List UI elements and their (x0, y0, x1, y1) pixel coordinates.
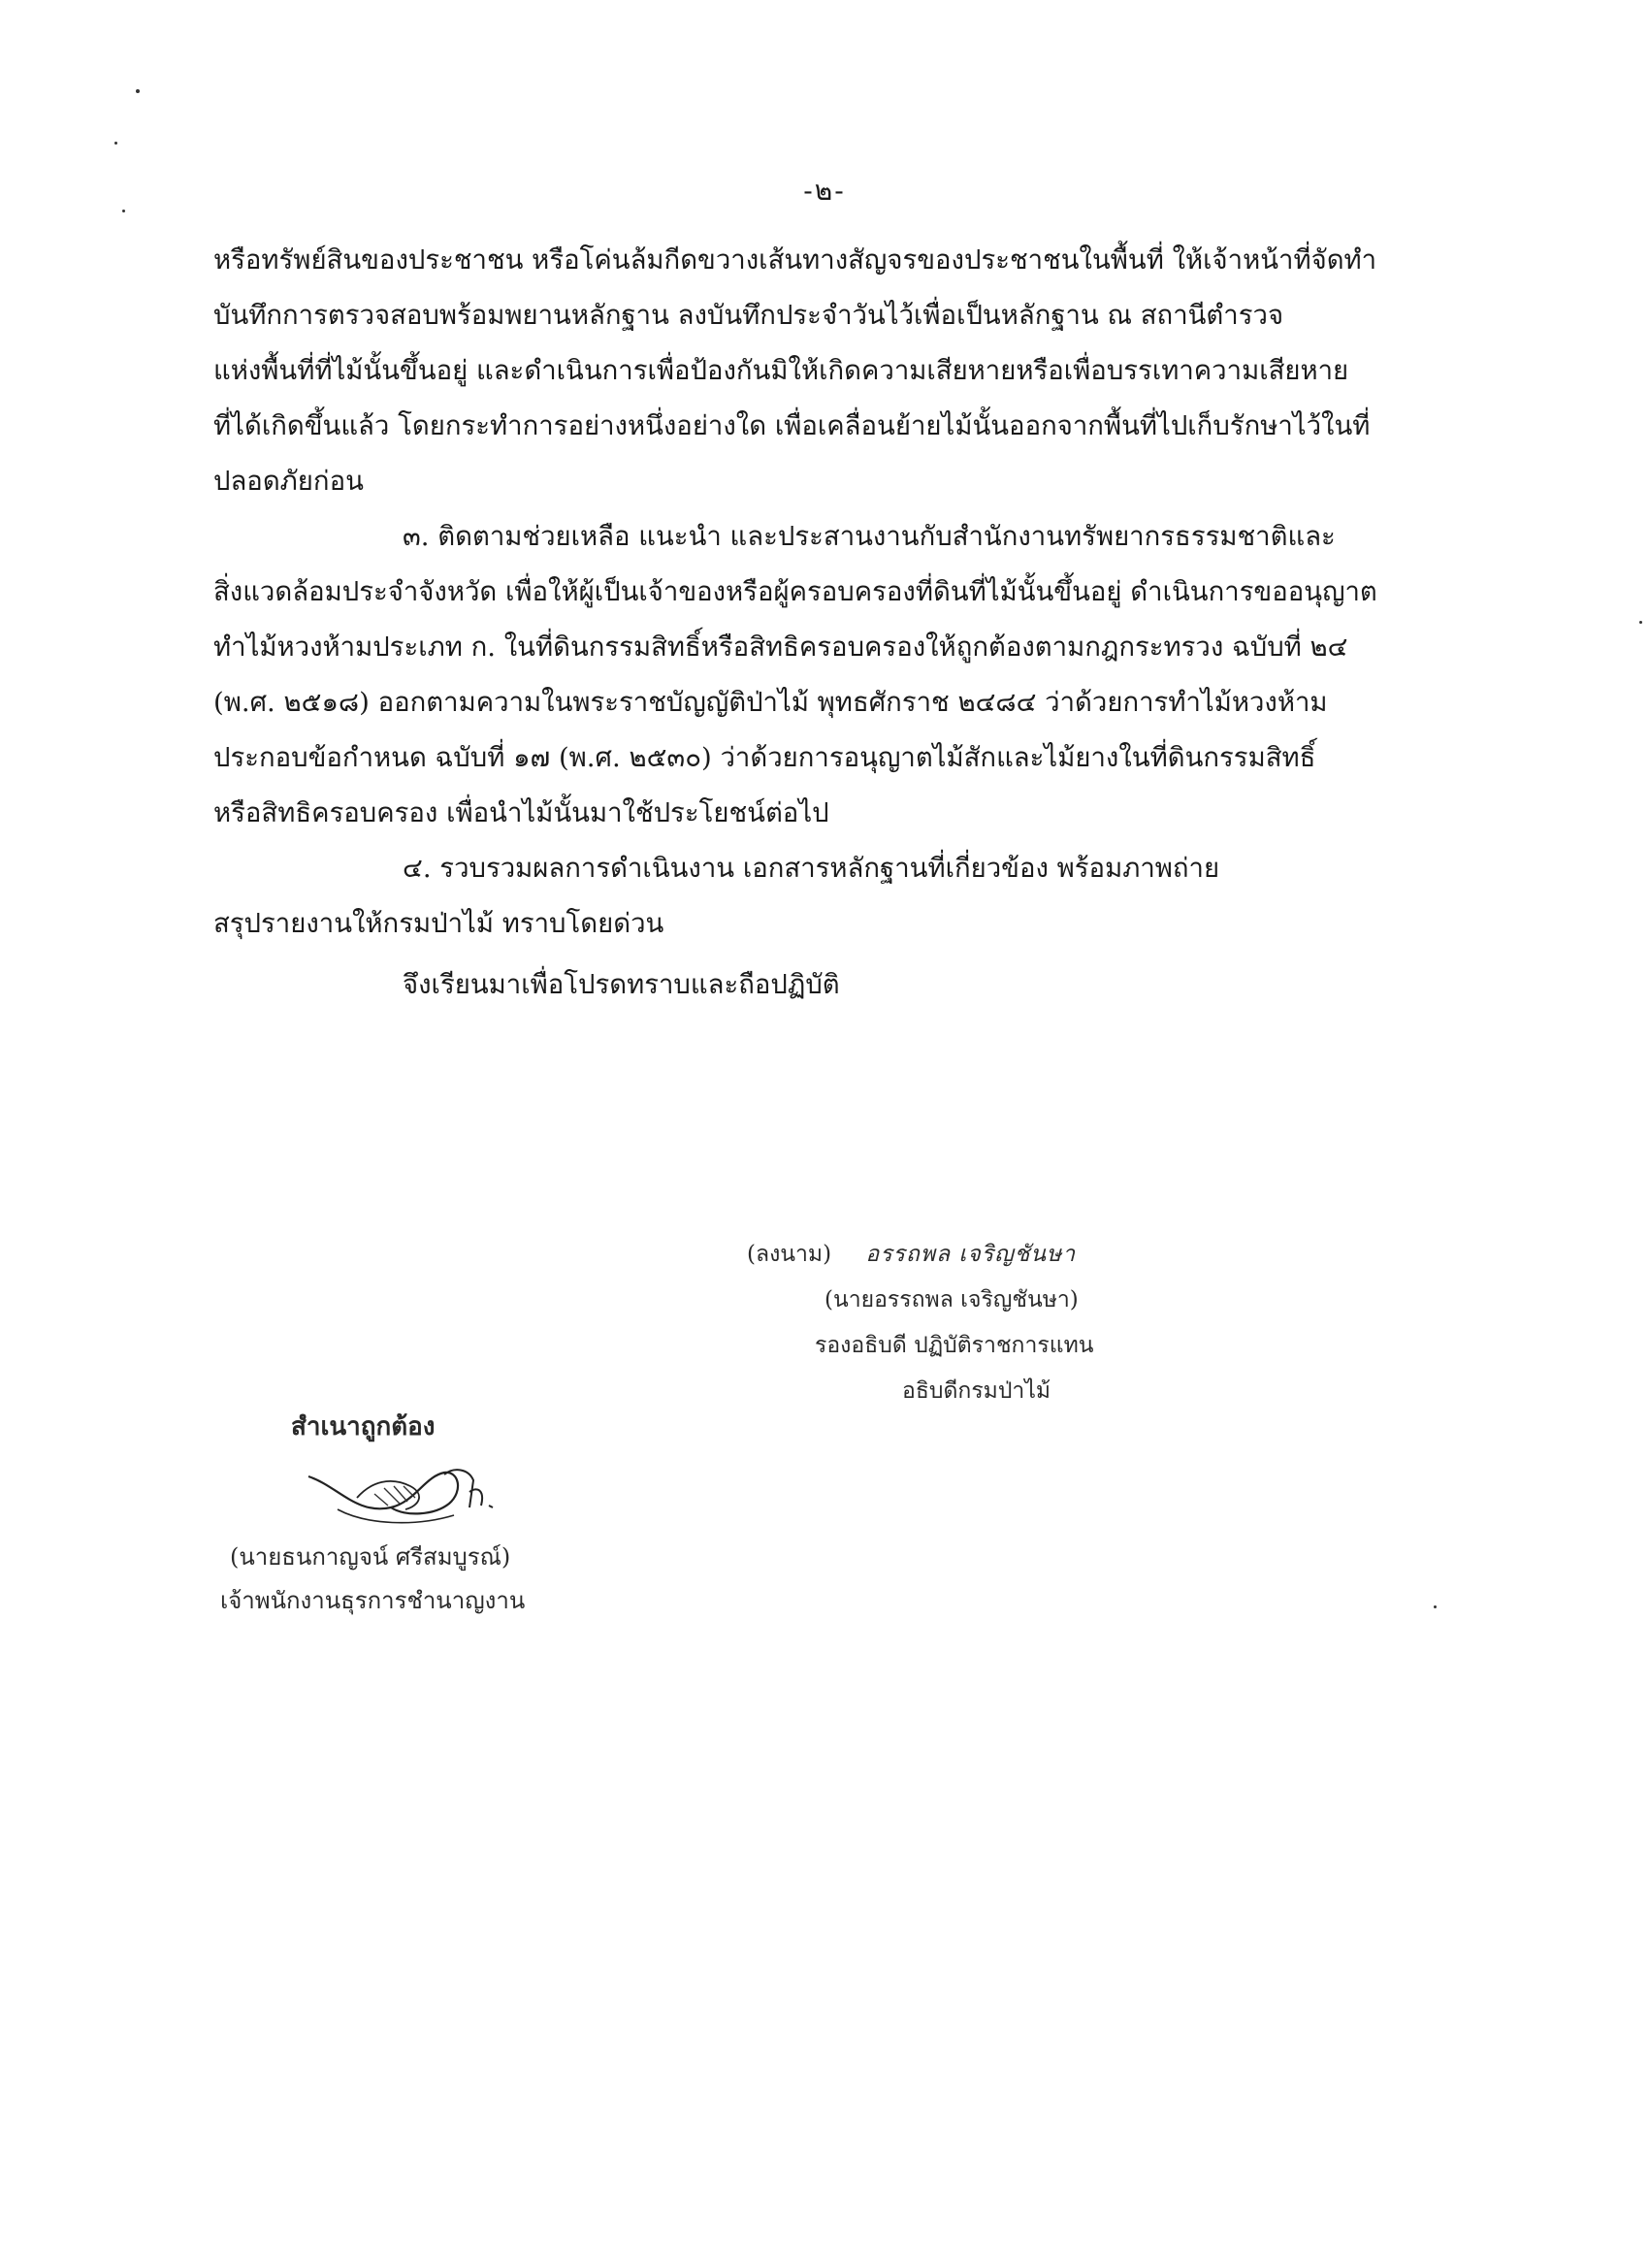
scan-speck (114, 142, 117, 145)
certifier-name: (นายธนกาญจน์ ศรีสมบูรณ์) (230, 1543, 511, 1571)
paragraph-2-first-line: ๓. ติดตามช่วยเหลือ แนะนำ และประสานงานกับสำนักงานทรัพยากรธรรมชาติและ (403, 521, 1336, 552)
page-number: -๒- (803, 175, 846, 207)
document-body (213, 233, 1465, 1013)
paragraph-3-line: สรุปรายงานให้กรมป่าไม้ ทราบโดยด่วน (213, 908, 664, 939)
paragraph-1-line: หรือทรัพย์สินของประชาชน หรือโค่นล้มกีดขวางเส้นทางสัญจรของประชาชนในพื้นที่ ให้เจ้าหน้าที่จัดทำ (213, 244, 1377, 275)
signature-block (718, 1232, 1261, 1414)
closing-statement: จึงเรียนมาเพื่อโปรดทราบและถือปฏิบัติ (403, 969, 840, 1000)
handwritten-name: อรรถพล เจริญชันษา (865, 1242, 1077, 1267)
paragraph-2-line: ทำไม้หวงห้ามประเภท ก. ในที่ดินกรรมสิทธิ์หรือสิทธิครอบครองให้ถูกต้องตามกฎกระทรวง ฉบับที่ ๒๔ (213, 632, 1348, 663)
paragraph-2-line: หรือสิทธิครอบครอง เพื่อนำไม้นั้นมาใช้ประโยชน์ต่อไป (213, 797, 829, 828)
scan-speck (136, 89, 140, 93)
signatory-position: รองอธิบดี ปฏิบัติราชการแทน (815, 1333, 1094, 1358)
signature-line (718, 1232, 1261, 1278)
signatory-department: อธิบดีกรมป่าไม้ (902, 1378, 1051, 1404)
paragraph-1-line: ที่ได้เกิดขึ้นแล้ว โดยกระทำการอย่างหนึ่งอย่างใด เพื่อเคลื่อนย้ายไม้นั้นออกจากพื้นที่ไปเก็บรักษาไว้ในที่ (213, 410, 1371, 441)
handwritten-signature-icon (299, 1447, 502, 1535)
paragraph-1-line: แห่งพื้นที่ที่ไม้นั้นขึ้นอยู่ และดำเนินการเพื่อป้องกันมิให้เกิดความเสียหายหรือเพื่อบรรเทาความเสียหาย (213, 355, 1349, 386)
signatory-printed-name: (นายอรรถพล เจริญชันษา) (824, 1287, 1079, 1312)
paragraph-1-line: บันทึกการตรวจสอบพร้อมพยานหลักฐาน ลงบันทึกประจำวันไว้เพื่อเป็นหลักฐาน ณ สถานีตำรวจ (213, 300, 1284, 331)
paragraph-2-line: (พ.ศ. ๒๕๑๘) ออกตามความในพระราชบัญญัติป่าไม้ พุทธศักราช ๒๔๘๔ ว่าด้วยการทำไม้หวงห้าม (213, 687, 1328, 718)
paragraph-1-line: ปลอดภัยก่อน (213, 466, 364, 497)
scan-speck (1639, 621, 1642, 624)
certified-copy-title: สำเนาถูกต้อง (291, 1412, 436, 1442)
certifier-position: เจ้าพนักงานธุรการชำนาญงาน (220, 1587, 526, 1614)
paragraph-2-line: สิ่งแวดล้อมประจำจังหวัด เพื่อให้ผู้เป็นเจ้าของหรือผู้ครอบครองที่ดินที่ไม้นั้นขึ้นอยู่ ดำเนินการขออนุญาต (213, 576, 1377, 607)
paragraph-2-line: ประกอบข้อกำหนด ฉบับที่ ๑๗ (พ.ศ. ๒๕๓๐) ว่าด้วยการอนุญาตไม้สักและไม้ยางในที่ดินกรรมสิทธิ์ (213, 742, 1316, 773)
signature-label: (ลงนาม) (747, 1242, 832, 1267)
scan-speck (1434, 1605, 1437, 1608)
scan-speck (122, 210, 125, 212)
paragraph-3-first-line: ๔. รวบรวมผลการดำเนินงาน เอกสารหลักฐานที่เกี่ยวข้อง พร้อมภาพถ่าย (403, 853, 1220, 884)
